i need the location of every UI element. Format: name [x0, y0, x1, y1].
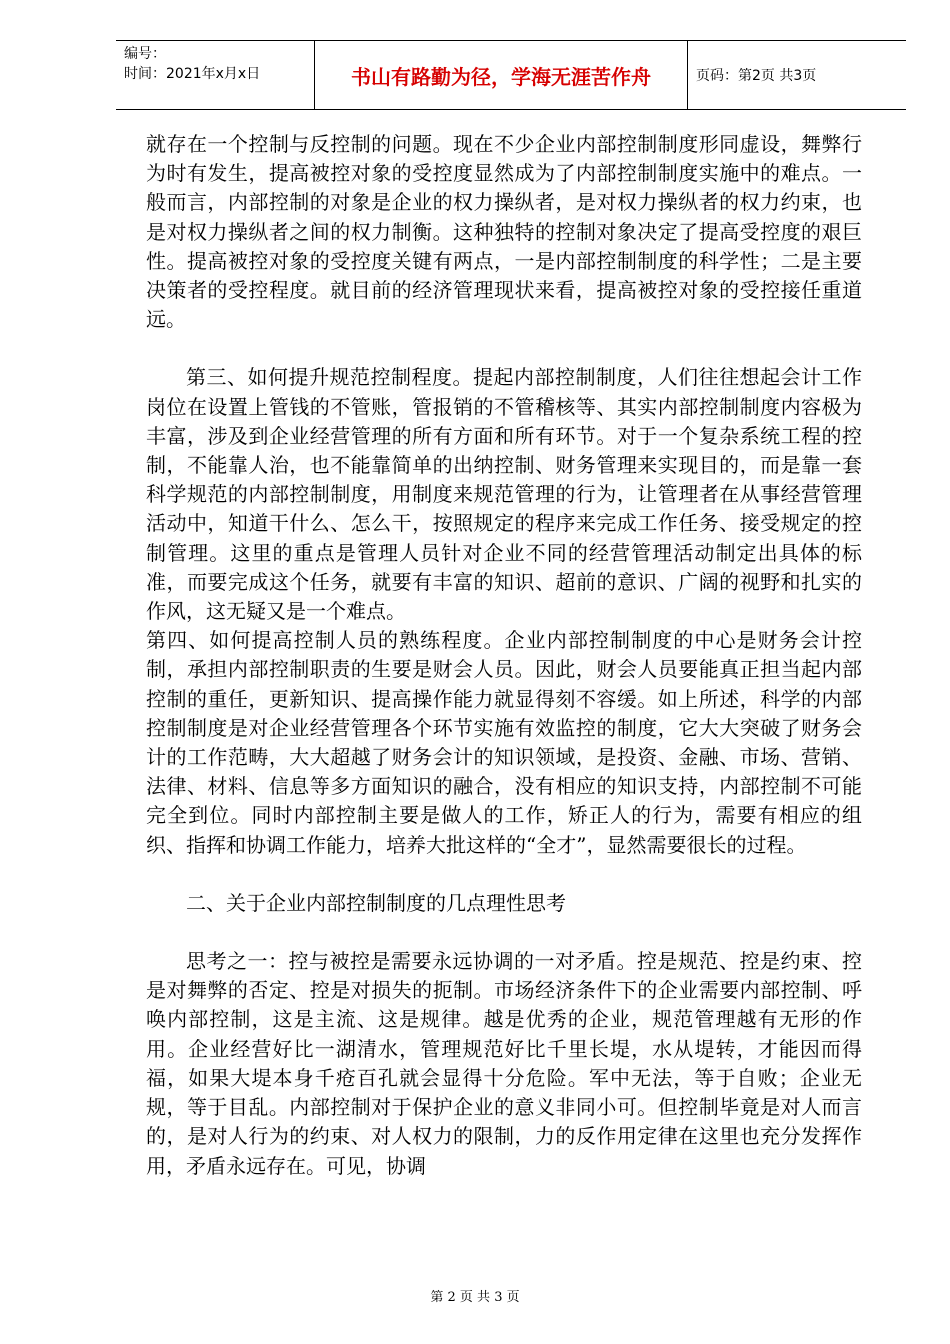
section-heading: 二、关于企业内部控制制度的几点理性思考	[186, 890, 566, 915]
page-footer: 第 2 页 共 3 页	[430, 1290, 520, 1305]
time-label: 时间：2021年x月x日	[124, 66, 261, 82]
paragraph: 第四、如何提高控制人员的熟练程度。企业内部控制制度的中心是财务会计控制，承担内部控制职责的生要是财会人员。因此，财会人员要能真正担当起内部控制的重任，更新知识、提高操作能力就显得刻不容缓。如上所述，科学的内部控制制度是对企业经营管理各个环节实施有效监控的制度，它大大突破了财务会计的工作范畴，大大超越了财务会计的知识领域，是投资、金融、市场、营销、法律、材料、信息等多方面知识的融合，没有相应的知识支持，内部控制不可能完全到位。同时内部控制主要是做人的工作，矫正人的行为，需要有相应的组织、指挥和协调工作能力，培养大批这样的“全才”，显然需要很长的过程。	[146, 628, 862, 857]
serial-label: 编号：	[124, 46, 166, 62]
header-page-info: 页码：第2页 共3页	[696, 68, 817, 84]
paragraph: 思考之一：控与被控是需要永远协调的一对矛盾。控是规范、控是约束、控是对舞弊的否定、控是对损失的扼制。市场经济条件下的企业需要内部控制、呼唤内部控制，这是主流、这是规律。越是优秀的企业，规范管理越有无形的作用。企业经营好比一湖清水，管理规范好比千里长堤，水从堤转，才能因而得福，如果大堤本身千疮百孔就会显得十分危险。军中无法，等于自败；企业无规，等于目乱。内部控制对于保护企业的意义非同小可。但控制毕竟是对人而言的，是对人行为的约束、对人权力的限制，力的反作用定律在这里也充分发挥作用，矛盾永远存在。可见，协调	[146, 949, 862, 1178]
header-motto: 书山有路勤为径，学海无涯苦作舟	[314, 41, 688, 109]
paragraph: 第三、如何提升规范控制程度。提起内部控制制度，人们往往想起会计工作岗位在设置上管钱的不管账，管报销的不管稽核等、其实内部控制制度内容极为丰富，涉及到企业经营管理的所有方面和所有环节。对于一个复杂系统工程的控制，不能靠人治，也不能靠简单的出纳控制、财务管理来实现目的，而是靠一套科学规范的内部控制制度，用制度来规范管理的行为，让管理者在从事经营管理活动中，知道干什么、怎么干，按照规定的程序来完成工作任务、接受规定的控制管理。这里的重点是管理人员针对企业不同的经营管理活动制定出具体的标准，而要完成这个任务，就要有丰富的知识、超前的意识、广阔的视野和扎实的作风，这无疑又是一个难点。	[146, 365, 862, 624]
document-body	[146, 130, 862, 1181]
page-header	[116, 40, 906, 110]
header-meta	[116, 41, 314, 109]
paragraph: 就存在一个控制与反控制的问题。现在不少企业内部控制制度形同虚设，舞弊行为时有发生，提高被控对象的受控度显然成为了内部控制制度实施中的难点。一般而言，内部控制的对象是企业的权力操纵者，是对权力操纵者的权力约束，也是对权力操纵者之间的权力制衡。这种独特的控制对象决定了提高受控度的艰巨性。提高被控对象的受控度关键有两点，一是内部控制制度的科学性；二是主要决策者的受控程度。就目前的经济管理现状来看，提高被控对象的受控接任重道远。	[146, 132, 862, 332]
